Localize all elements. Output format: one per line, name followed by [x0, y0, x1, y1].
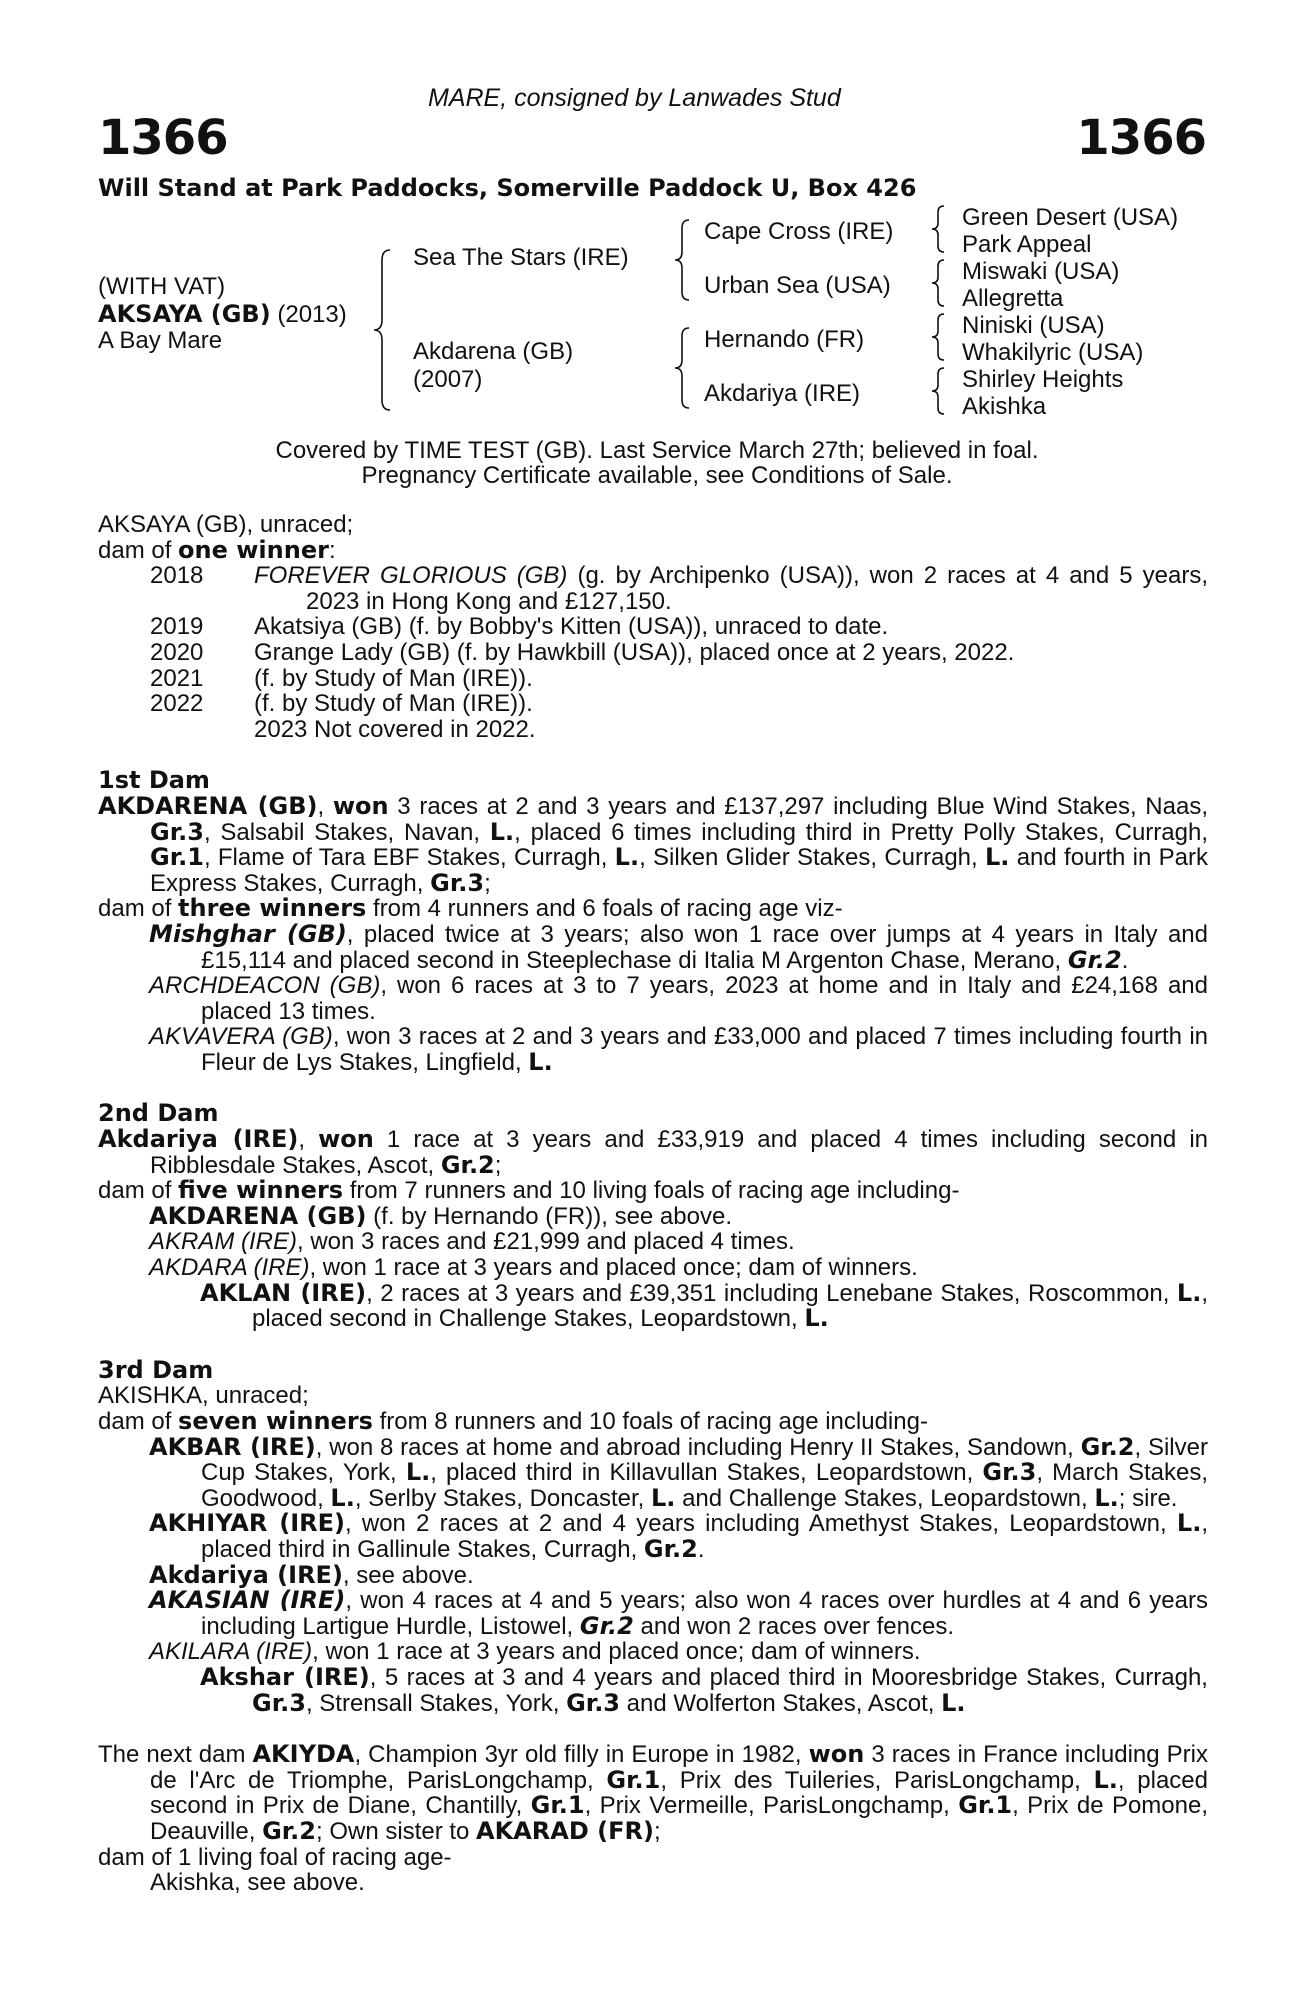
pedigree-sire-sire: Cape Cross (IRE)	[704, 218, 894, 245]
horse-description: A Bay Mare	[98, 327, 223, 354]
pedigree-brace-ss	[930, 204, 948, 254]
horse-name: AKSAYA (GB)	[98, 300, 271, 328]
second-dam-grand-offspring: AKLAN (IRE), 2 races at 3 years and £39,351 including Lenebane Stakes, Roscommon, L., placed second in Challenge Stakes, Leopardstown, L.	[200, 1278, 1208, 1333]
produce-row	[98, 614, 1208, 640]
pedigree-dam-dam: Akdariya (IRE)	[704, 380, 861, 407]
produce-damof: dam of one winner:	[98, 535, 336, 564]
third-dam-grand-offspring: Akshar (IRE), 5 races at 3 and 4 years and placed third in Mooresbridge Stakes, Curragh, Gr.3, Strensall Stakes, York, Gr.3 and Wolferton Stakes, Ascot, L.	[200, 1662, 1208, 1717]
second-dam-heading: 2nd Dam	[98, 1099, 219, 1128]
pedigree-dam-year: (2007)	[413, 366, 483, 393]
first-dam-damof: dam of three winners from 4 runners and 6 foals of racing age viz-	[98, 894, 843, 923]
produce-text: (f. by Study of Man (IRE)).	[254, 664, 533, 692]
pedigree-brace-sd	[930, 258, 948, 308]
horse-name-line	[98, 300, 347, 329]
produce-year: 2021	[150, 664, 204, 692]
third-dam-offspring: AKILARA (IRE), won 1 race at 3 years and placed once; dam of winners.	[149, 1638, 921, 1666]
next-dam-record: The next dam AKIYDA, Champion 3yr old filly in Europe in 1982, won 3 races in France including Prix de l'Arc de Triomphe, ParisLongchamp, Gr.1, Prix des Tuileries, ParisLongchamp, L., placed second in Prix de Diane, Chantilly, Gr.1, Prix Vermeille, ParisLongchamp, Gr.1, Prix de Pomone, Deauville, Gr.2; Own sister to AKARAD (FR);	[98, 1740, 1209, 1845]
second-dam-offspring: AKDARA (IRE), won 1 race at 3 years and placed once; dam of winners.	[149, 1254, 918, 1282]
produce-row	[98, 717, 1208, 743]
third-dam-heading: 3rd Dam	[98, 1355, 214, 1384]
pedigree-dam: Akdarena (GB)	[413, 338, 574, 365]
third-dam-damof: dam of seven winners from 8 runners and 10 foals of racing age including-	[98, 1407, 928, 1435]
pedigree-dsd: Whakilyric (USA)	[962, 339, 1144, 366]
next-dam-offspring: Akishka, see above.	[150, 1869, 365, 1897]
third-dam-intro: AKISHKA, unraced;	[98, 1382, 309, 1410]
pedigree-brace-dd	[930, 366, 948, 416]
third-dam-offspring: AKASIAN (IRE), won 4 races at 4 and 5 years; also won 4 races over hurdles at 4 and 6 years including Lartigue Hurdle, Listowel, Gr.2 and won 2 races over fences.	[149, 1586, 1208, 1640]
pedigree-ssd: Park Appeal	[962, 231, 1092, 258]
pedigree-sire-dam: Urban Sea (USA)	[704, 272, 891, 299]
next-dam-damof: dam of 1 living foal of racing age-	[98, 1843, 452, 1871]
produce-record	[98, 563, 1208, 742]
pedigree-sdd: Allegretta	[962, 285, 1064, 312]
first-dam-offspring: ARCHDEACON (GB), won 6 races at 3 to 7 years, 2023 at home and in Italy and £24,168 and placed 13 times.	[149, 972, 1209, 1025]
pregnancy-line: Pregnancy Certificate available, see Conditions of Sale.	[361, 462, 953, 489]
pedigree-brace-sire	[673, 218, 693, 302]
pedigree-brace-main	[372, 248, 394, 412]
produce-text: (f. by Study of Man (IRE)).	[254, 690, 533, 718]
second-dam-offspring: AKRAM (IRE), won 3 races and £21,999 and placed 4 times.	[149, 1228, 795, 1256]
lot-number-right: 1366	[1076, 110, 1206, 166]
produce-text: Grange Lady (GB) (f. by Hawkbill (USA)), placed once at 2 years, 2022.	[254, 638, 1015, 666]
pedigree-sds: Miswaki (USA)	[962, 258, 1120, 285]
first-dam-record: AKDARENA (GB), won 3 races at 2 and 3 years and £137,297 including Blue Wind Stakes, Naas, Gr.3, Salsabil Stakes, Navan, L., placed 6 times including third in Pretty Polly Stakes, Curragh, Gr.1, Flame of Tara EBF Stakes, Curragh, L., Silken Glider Stakes, Curragh, L. and fourth in Park Express Stakes, Curragh, Gr.3;	[98, 791, 1208, 897]
pedigree-dds: Shirley Heights	[962, 366, 1124, 393]
lot-number-left: 1366	[98, 110, 228, 166]
produce-year: 2019	[150, 613, 204, 641]
pedigree-sss: Green Desert (USA)	[962, 204, 1179, 231]
third-dam-offspring: Akdariya (IRE), see above.	[149, 1560, 474, 1589]
vat-note: (WITH VAT)	[98, 273, 226, 300]
pedigree-brace-dam	[673, 326, 693, 410]
consignor-line: MARE, consigned by Lanwades Stud	[428, 84, 841, 112]
third-dam-offspring: AKHIYAR (IRE), won 2 races at 2 and 4 years including Amethyst Stakes, Leopardstown, L., placed third in Gallinule Stakes, Curragh, Gr.2.	[149, 1509, 1209, 1563]
produce-text: Akatsiya (GB) (f. by Bobby's Kitten (USA)), unraced to date.	[254, 613, 889, 641]
first-dam-heading: 1st Dam	[98, 766, 210, 795]
covered-line: Covered by TIME TEST (GB). Last Service March 27th; believed in foal.	[275, 437, 1039, 464]
second-dam-record: Akdariya (IRE), won 1 race at 3 years and £33,919 and placed 4 times including second in Ribblesdale Stakes, Ascot, Gr.2;	[98, 1125, 1208, 1179]
first-dam-offspring: AKVAVERA (GB), won 3 races at 2 and 3 years and £33,000 and placed 7 times including fourth in Fleur de Lys Stakes, Lingfield, L.	[149, 1023, 1208, 1076]
third-dam-offspring: AKBAR (IRE), won 8 races at home and abroad including Henry II Stakes, Sandown, Gr.2, Silver Cup Stakes, York, L., placed third in Killavullan Stakes, Leopardstown, Gr.3, March Stakes, Goodwood, L., Serlby Stakes, Doncaster, L. and Challenge Stakes, Leopardstown, L.; sire.	[149, 1432, 1208, 1512]
second-dam-offspring: AKDARENA (GB) (f. by Hernando (FR)), see above.	[149, 1201, 732, 1230]
produce-text: 2023 Not covered in 2022.	[254, 715, 536, 743]
catalogue-body	[98, 512, 1208, 1896]
pedigree-dss: Niniski (USA)	[962, 312, 1105, 339]
pedigree-ddd: Akishka	[962, 393, 1047, 420]
stand-location: Will Stand at Park Paddocks, Somerville Paddock U, Box 426	[98, 174, 917, 202]
pedigree-brace-ds	[930, 312, 948, 362]
produce-intro: AKSAYA (GB), unraced;	[98, 511, 354, 538]
produce-year: 2018	[150, 562, 204, 590]
produce-row	[98, 640, 1208, 666]
first-dam-offspring: Mishghar (GB), placed twice at 3 years; also won 1 race over jumps at 4 years in Italy and £15,114 and placed second in Steeplechase di Italia M Argenton Chase, Merano, Gr.2.	[149, 919, 1208, 974]
produce-row	[98, 691, 1208, 717]
produce-text: FOREVER GLORIOUS (GB) (g. by Archipenko (USA)), won 2 races at 4 and 5 years, 2023 in Hong Kong and £127,150.	[254, 562, 1209, 615]
second-dam-damof: dam of five winners from 7 runners and 10 living foals of racing age including-	[98, 1176, 960, 1205]
produce-year: 2022	[150, 690, 204, 718]
produce-year	[150, 717, 254, 743]
pedigree-sire: Sea The Stars (IRE)	[413, 244, 629, 271]
produce-row	[98, 666, 1208, 692]
produce-year: 2020	[150, 638, 204, 666]
horse-year: (2013)	[277, 301, 347, 328]
produce-row	[98, 563, 1208, 614]
pedigree-dam-sire: Hernando (FR)	[704, 326, 865, 353]
